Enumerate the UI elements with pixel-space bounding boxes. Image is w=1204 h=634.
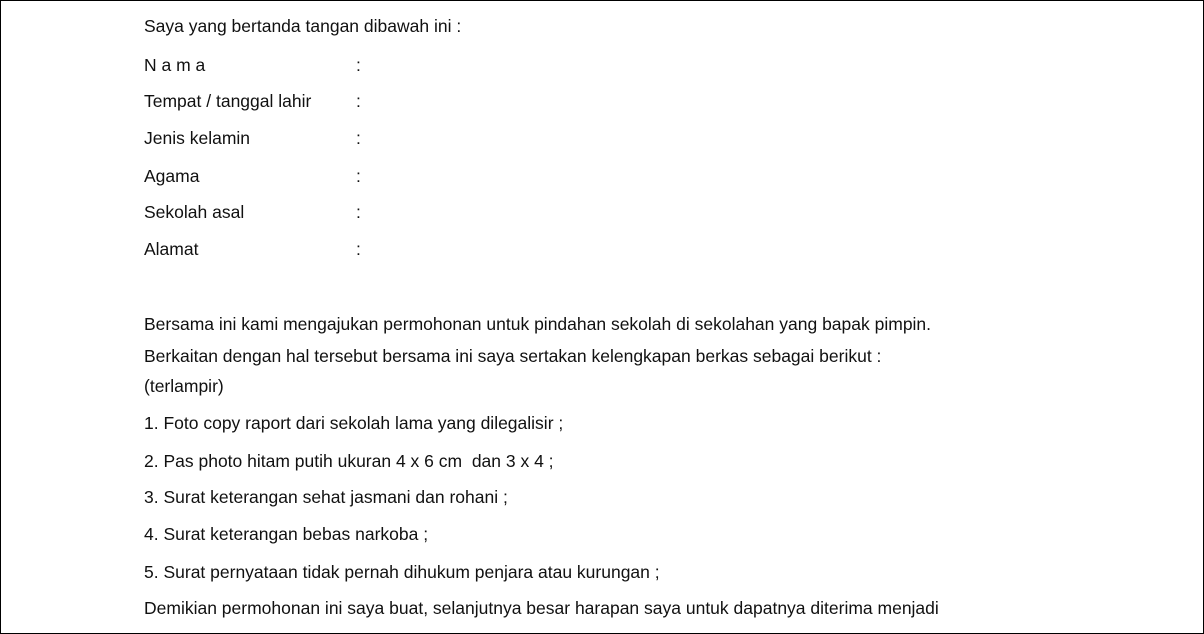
field-colon-jenis-kelamin: : xyxy=(356,128,361,148)
paragraph-request: Bersama ini kami mengajukan permohonan untuk pindahan sekolah di sekolahan yang bapak pimpin. xyxy=(144,314,932,334)
field-label-agama: Agama xyxy=(144,166,200,186)
field-colon-alamat: : xyxy=(356,239,361,259)
list-item: 3. Surat keterangan sehat jasmani dan rohani ; xyxy=(144,487,508,507)
paragraph-attachments: Berkaitan dengan hal tersebut bersama ini saya sertakan kelengkapan berkas sebagai berikut : xyxy=(144,346,882,366)
field-label-jenis-kelamin: Jenis kelamin xyxy=(144,128,251,148)
field-colon-agama: : xyxy=(356,166,361,186)
list-item: 1. Foto copy raport dari sekolah lama yang dilegalisir ; xyxy=(144,413,564,433)
intro-line: Saya yang bertanda tangan dibawah ini : xyxy=(144,16,462,36)
paragraph-attached-note: (terlampir) xyxy=(144,376,224,396)
field-label-sekolah-asal: Sekolah asal xyxy=(144,202,245,222)
field-label-tempat-tanggal-lahir: Tempat / tanggal lahir xyxy=(144,91,312,111)
closing-line: Demikian permohonan ini saya buat, selanjutnya besar harapan saya untuk dapatnya diterima menjadi xyxy=(144,598,939,618)
field-colon-tempat-tanggal-lahir: : xyxy=(356,91,361,111)
field-label-nama: N a m a xyxy=(144,55,206,75)
field-colon-nama: : xyxy=(356,55,361,75)
list-item: 4. Surat keterangan bebas narkoba ; xyxy=(144,524,429,544)
field-label-alamat: Alamat xyxy=(144,239,199,259)
list-item: 2. Pas photo hitam putih ukuran 4 x 6 cm dan 3 x 4 ; xyxy=(144,451,554,471)
list-item: 5. Surat pernyataan tidak pernah dihukum penjara atau kurungan ; xyxy=(144,562,660,582)
field-colon-sekolah-asal: : xyxy=(356,202,361,222)
